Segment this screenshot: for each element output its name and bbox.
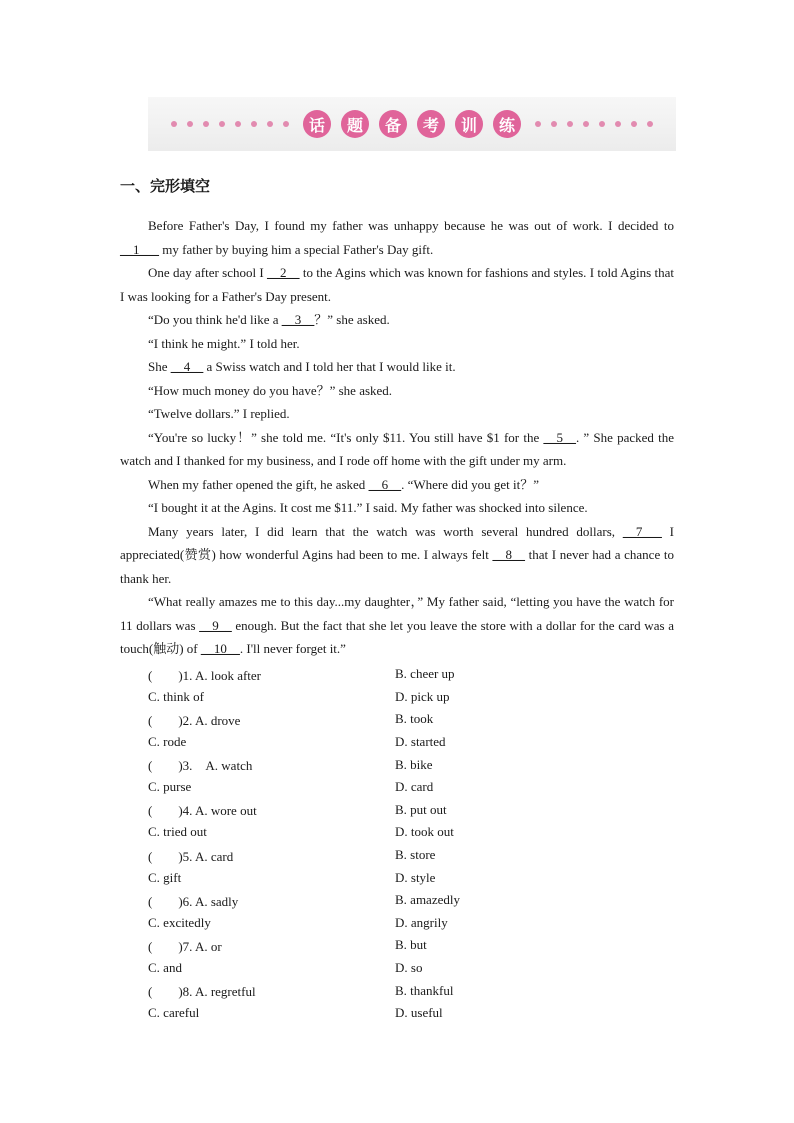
option-row (148, 1002, 674, 1025)
banner-dots-right (535, 121, 653, 127)
answer-blank: __5__ (543, 429, 576, 445)
option-right: D. took out (395, 824, 454, 840)
passage-text: I appreciated(赞赏) how wonderful Agins had been to me. I always felt (120, 523, 674, 562)
banner-char: 考 (417, 110, 445, 138)
banner-char: 训 (455, 110, 483, 138)
topic-banner (148, 97, 676, 151)
banner-dot (567, 121, 573, 127)
option-right: D. style (395, 869, 436, 885)
banner-dot (267, 121, 273, 127)
option-left: ( )2. A. drove (148, 712, 241, 728)
passage-text: . “Where did you get it？” (401, 476, 539, 492)
answer-blank: __8__ (492, 547, 525, 562)
banner-char: 练 (493, 110, 521, 138)
passage-text: “How much money do you have？” she asked. (148, 382, 393, 398)
banner-char: 备 (379, 110, 407, 138)
option-right: D. so (395, 960, 423, 976)
passage-paragraph (120, 520, 674, 591)
passage-text: One day after school I (148, 265, 268, 280)
passage-text: “Twelve dollars.” I replied. (148, 406, 290, 421)
option-left: C. excitedly (148, 914, 211, 930)
passage-text: She (148, 359, 171, 374)
passage-paragraph (120, 473, 674, 497)
option-right: B. put out (395, 801, 447, 817)
option-left: C. and (148, 960, 182, 976)
passage-paragraph (120, 379, 674, 403)
option-left: ( )8. A. regretful (148, 984, 256, 1000)
option-left: C. gift (148, 869, 182, 885)
banner-dot (171, 121, 177, 127)
option-right: D. started (395, 734, 446, 750)
option-row (148, 686, 674, 709)
banner-dot (251, 121, 257, 127)
option-right: B. amazedly (395, 892, 460, 908)
option-row (148, 957, 674, 980)
passage-text: “Do you think he'd like a (148, 312, 282, 327)
banner-dot (219, 121, 225, 127)
banner-dot (647, 121, 653, 127)
option-row (148, 708, 674, 731)
option-row (148, 821, 674, 844)
passage-text: that I never had a chance to thank her. (120, 547, 674, 586)
passage-paragraph (120, 355, 674, 379)
passage-text: Many years later, I did learn that the watch was worth several hundred dollars, (148, 523, 623, 539)
answer-options (148, 663, 674, 1025)
passage-text: “What really amazes me to this day...my daughter，” My father said, “letting you have the watch for 11 dollars was (120, 594, 674, 633)
banner-dot (187, 121, 193, 127)
option-row (148, 776, 674, 799)
banner-dot (631, 121, 637, 127)
option-right: D. useful (395, 1005, 443, 1021)
option-right: B. store (395, 847, 436, 863)
option-right: D. pick up (395, 688, 450, 704)
passage-text: “You're so lucky！” she told me. “It's only $11. You still have $1 for the (148, 429, 544, 445)
passage-paragraph (120, 426, 674, 473)
option-left: C. tried out (148, 824, 207, 840)
banner-dot (535, 121, 541, 127)
option-right: B. thankful (395, 982, 454, 998)
passage-paragraph (120, 590, 674, 661)
option-left: ( )6. A. sadly (148, 893, 239, 909)
option-right: D. angrily (395, 914, 448, 930)
option-row (148, 866, 674, 889)
option-left: ( )7. A. or (148, 938, 222, 954)
passage-paragraph (120, 496, 674, 520)
option-row (148, 753, 674, 776)
answer-blank: __7___ (622, 523, 662, 539)
banner-dot (615, 121, 621, 127)
passage-paragraph (120, 308, 674, 332)
banner-dot (583, 121, 589, 127)
passage-text: my father by buying him a special Father's Day gift. (159, 241, 434, 257)
passage-text: When my father opened the gift, he asked (148, 476, 369, 492)
option-row (148, 889, 674, 912)
passage-paragraph (120, 261, 674, 308)
section-title: 一、完形填空 (120, 177, 211, 195)
banner-dot (551, 121, 557, 127)
option-left: C. careful (148, 1005, 200, 1021)
banner-title (303, 110, 521, 138)
option-row (148, 844, 674, 867)
option-right: B. but (395, 937, 427, 953)
passage-paragraph (120, 402, 674, 426)
banner-char: 话 (303, 110, 331, 138)
banner-dot (235, 121, 241, 127)
cloze-passage (120, 214, 674, 661)
banner-char: 题 (341, 110, 369, 138)
banner-dot (203, 121, 209, 127)
banner-dots-left (171, 121, 289, 127)
answer-blank: __2__ (267, 265, 300, 280)
option-left: C. purse (148, 779, 192, 795)
option-row (148, 731, 674, 754)
passage-text: ？” she asked. (314, 312, 390, 327)
answer-blank: __10__ (200, 641, 240, 656)
option-right: B. cheer up (395, 666, 455, 682)
option-right: B. took (395, 711, 434, 727)
passage-text: to the Agins which was known for fashions and styles. I told Agins that I was looking for a Father's Day present. (120, 265, 674, 304)
passage-text: . I'll never forget it.” (239, 641, 346, 656)
option-row (148, 799, 674, 822)
passage-text: a Swiss watch and I told her that I would like it. (203, 359, 456, 374)
passage-text: Before Father's Day, I found my father was unhappy because he was out of work. I decided to (148, 218, 674, 233)
option-row (148, 663, 674, 686)
option-left: C. think of (148, 688, 204, 704)
option-right: D. card (395, 779, 434, 795)
passage-text: “I think he might.” I told her. (148, 335, 300, 351)
passage-paragraph (120, 332, 674, 356)
answer-blank: __6__ (368, 476, 402, 492)
answer-blank: __9__ (199, 617, 232, 633)
option-left: ( )5. A. card (148, 848, 234, 864)
option-right: B. bike (395, 756, 433, 772)
option-left: C. rode (148, 734, 187, 750)
answer-blank: __1___ (120, 241, 159, 257)
option-row (148, 934, 674, 957)
banner-dot (599, 121, 605, 127)
passage-text: “I bought it at the Agins. It cost me $11.” I said. My father was shocked into silence. (148, 500, 588, 515)
passage-text: . ” She packed the watch and I thanked for my business, and I rode off home with the gift under my arm. (120, 429, 674, 468)
passage-text: enough. But the fact that she let you leave the store with a dollar for the card was a touch(触动) of (120, 617, 674, 656)
option-row (148, 979, 674, 1002)
banner-dot (283, 121, 289, 127)
option-left: ( )3. A. watch (148, 758, 253, 774)
option-left: ( )4. A. wore out (148, 803, 257, 819)
answer-blank: __4__ (170, 359, 204, 374)
option-row (148, 912, 674, 935)
passage-paragraph (120, 214, 674, 261)
answer-blank: __3__ (281, 312, 315, 327)
option-left: ( )1. A. look after (148, 667, 262, 683)
